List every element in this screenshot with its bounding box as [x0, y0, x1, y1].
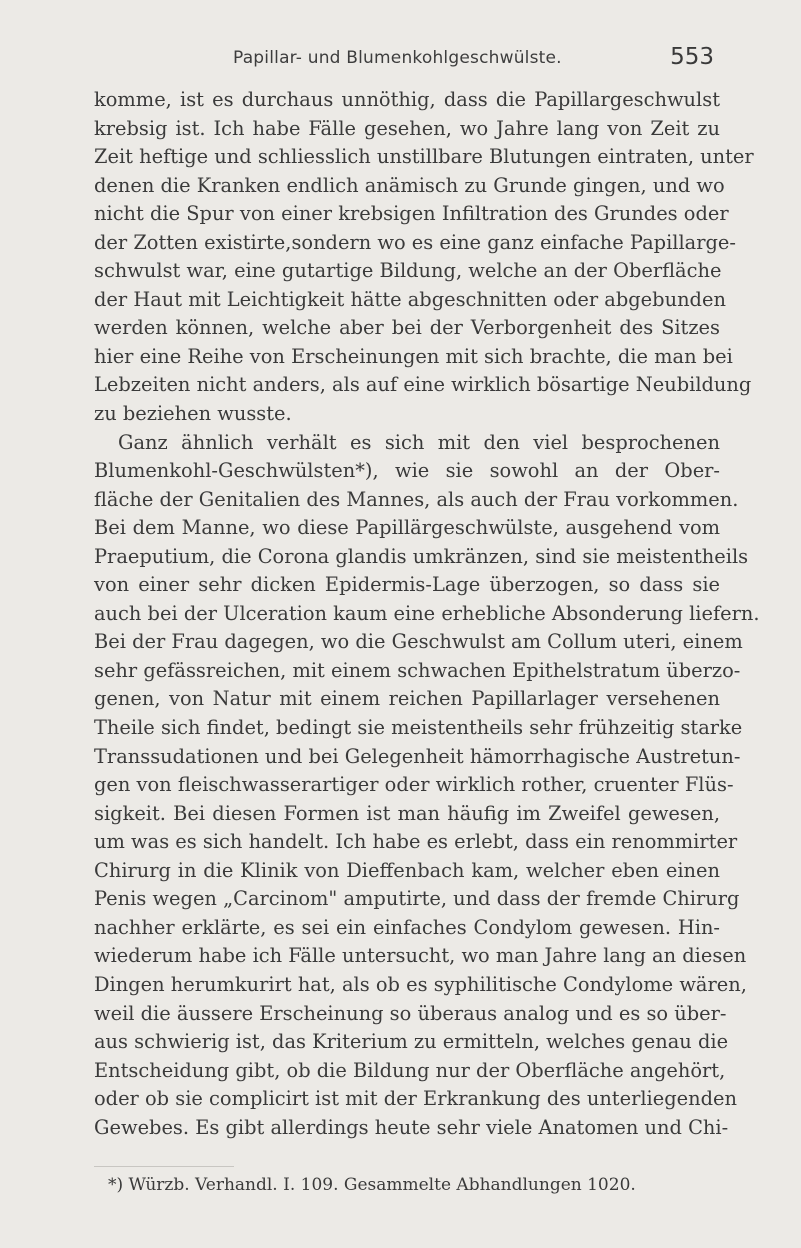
text-line: Dingen herumkurirt hat, als ob es syphilitische Condylome wären,	[94, 972, 747, 996]
text-line: krebsig ist. Ich habe Fälle gesehen, wo Jahre lang von Zeit zu	[94, 116, 720, 140]
text-line: Transsudationen und bei Gelegenheit hämorrhagische Austretun-	[94, 744, 741, 768]
text-line: Penis wegen „Carcinom" amputirte, und dass der fremde Chirurg	[94, 887, 740, 911]
text-line: sehr gefässreichen, mit einem schwachen Epithelstratum überzo-	[94, 658, 741, 682]
footnote: *) Würzb. Verhandl. I. 109. Gesammelte Abhandlungen 1020.	[108, 1175, 636, 1195]
text-line: um was es sich handelt. Ich habe es erlebt, dass ein renommirter	[94, 830, 738, 854]
page-header	[0, 44, 801, 78]
text-line: nachher erklärte, es sei ein einfaches Condylom gewesen. Hin-	[94, 915, 720, 939]
text-line: weil die äussere Erscheinung so überaus analog und es so über-	[94, 1001, 727, 1025]
text-line: der Zotten existirte,sondern wo es eine ganz einfache Papillarge-	[94, 230, 736, 254]
text-line: komme, ist es durchaus unnöthig, dass die Papillargeschwulst	[94, 88, 720, 111]
text-line: genen, von Natur mit einem reichen Papillarlager versehenen	[94, 687, 720, 711]
text-line: auch bei der Ulceration kaum eine erhebliche Absonderung liefern.	[94, 601, 760, 625]
text-line: Chirurg in die Klinik von Dieffenbach kam, welcher eben einen	[94, 858, 720, 882]
text-line: hier eine Reihe von Erscheinungen mit sich brachte, die man bei	[94, 344, 733, 368]
text-line: der Haut mit Leichtigkeit hätte abgeschnitten oder abgebunden	[94, 287, 726, 311]
text-line: Entscheidung gibt, ob die Bildung nur der Oberfläche angehört,	[94, 1058, 726, 1082]
text-line: gen von fleischwasserartiger oder wirklich rother, cruenter Flüs-	[94, 773, 734, 797]
body-text	[94, 86, 760, 1142]
text-line: zu beziehen wusste.	[94, 402, 292, 426]
text-line: schwulst war, eine gutartige Bildung, welche an der Oberfläche	[94, 259, 722, 283]
text-line: Ganz ähnlich verhält es sich mit den viel besprochenen	[118, 430, 720, 454]
text-line: Zeit heftige und schliesslich unstillbare Blutungen eintraten, unter	[94, 145, 754, 169]
text-line: aus schwierig ist, das Kriterium zu ermitteln, welches genau die	[94, 1030, 729, 1054]
text-line: nicht die Spur von einer krebsigen Infiltration des Grundes oder	[94, 202, 729, 226]
page-number: 553	[670, 44, 714, 70]
text-line: werden können, welche aber bei der Verborgenheit des Sitzes	[94, 316, 720, 340]
text-line: fläche der Genitalien des Mannes, als auch der Frau vorkommen.	[94, 487, 739, 511]
running-title: Papillar- und Blumenkohlgeschwülste.	[233, 48, 562, 68]
text-line: wiederum habe ich Fälle untersucht, wo man Jahre lang an diesen	[94, 944, 747, 968]
text-line: von einer sehr dicken Epidermis-Lage überzogen, so dass sie	[94, 573, 720, 597]
text-line: oder ob sie complicirt ist mit der Erkrankung des unterliegenden	[94, 1087, 737, 1111]
text-line: Theile sich findet, bedingt sie meistentheils sehr frühzeitig starke	[94, 716, 743, 740]
text-line: Bei dem Manne, wo diese Papillärgeschwülste, ausgehend vom	[94, 516, 720, 540]
text-line: denen die Kranken endlich anämisch zu Grunde gingen, und wo	[94, 173, 725, 197]
text-line: Lebzeiten nicht anders, als auf eine wirklich bösartige Neubildung	[94, 373, 752, 397]
text-line: Praeputium, die Corona glandis umkränzen, sind sie meistentheils	[94, 544, 749, 568]
text-line: Blumenkohl-Geschwülsten*), wie sie sowohl an der Ober-	[94, 459, 720, 483]
text-line: Gewebes. Es gibt allerdings heute sehr viele Anatomen und Chi-	[94, 1115, 729, 1139]
footnote-divider	[94, 1166, 234, 1167]
text-line: Bei der Frau dagegen, wo die Geschwulst am Collum uteri, einem	[94, 630, 743, 654]
text-line: sigkeit. Bei diesen Formen ist man häufig im Zweifel gewesen,	[94, 801, 720, 825]
